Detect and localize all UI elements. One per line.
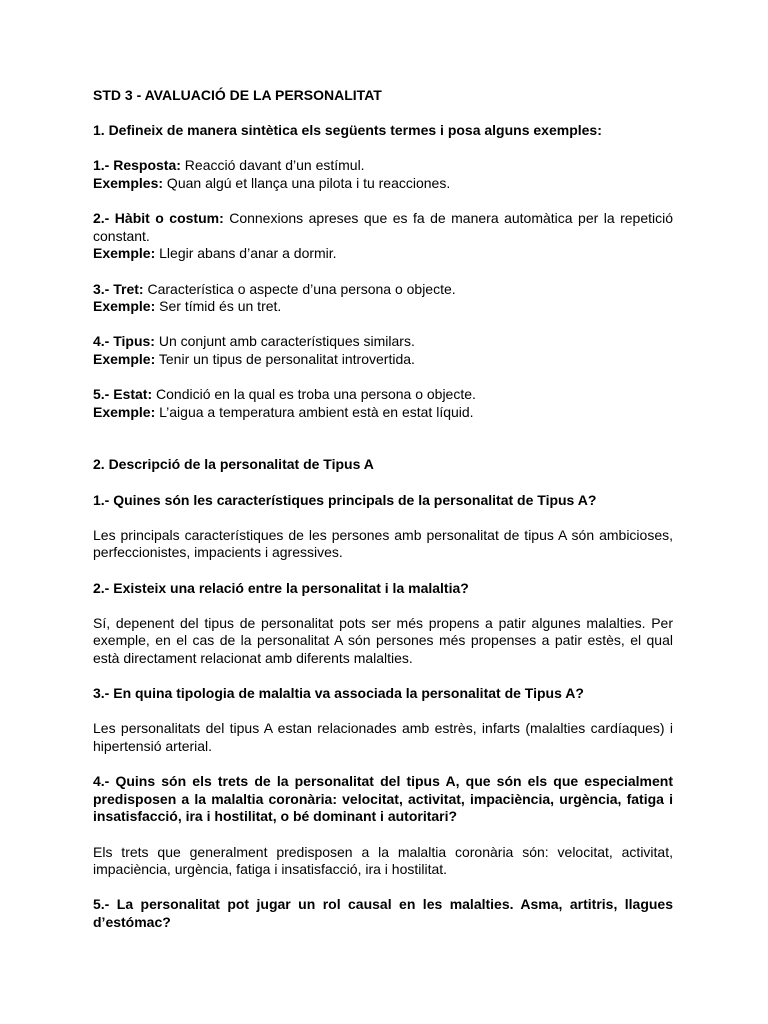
document-title: STD 3 - AVALUACIÓ DE LA PERSONALITAT xyxy=(93,87,382,103)
term-definition: Característica o aspecte d’una persona o objecte. xyxy=(143,280,456,297)
term-definition-line xyxy=(93,210,673,245)
example-label: Exemples: xyxy=(93,174,164,191)
term-label: 3.- Tret: xyxy=(93,280,144,297)
term-example: Llegir abans d’anar a dormir. xyxy=(155,245,337,262)
term-definition-line xyxy=(93,281,673,299)
section-1-heading: 1. Defineix de manera sintètica els següents termes i posa alguns exemples: xyxy=(93,122,602,139)
term-definition: Condició en la qual es troba una persona o objecte. xyxy=(152,386,476,403)
term-definition: Un conjunt amb característiques similars. xyxy=(154,333,415,350)
term-definition: Connexions apreses que es fa de manera automàtica per la repetició constant. xyxy=(93,210,674,244)
term-definition-line xyxy=(93,333,673,351)
term-example-line xyxy=(93,404,673,422)
section-spacer xyxy=(93,439,673,457)
question-1: 1.- Quines són les característiques principals de la personalitat de Tipus A? xyxy=(93,491,597,508)
term-habit-costum xyxy=(93,210,673,263)
answer-1: Les principals característiques de les persones amb personalitat de tipus A són ambicioses, perfeccionistes, impacients i agressives. xyxy=(93,526,673,561)
term-example-line xyxy=(93,245,673,263)
document-page xyxy=(93,87,673,949)
answer-2: Sí, depenent del tipus de personalitat pots ser més propens a patir algunes malalties. Per exemple, en el cas de la personalitat A són persones més propenses a patir estès, el qual està directament relacionat amb diferents malalties. xyxy=(93,614,673,666)
term-example: Tenir un tipus de personalitat introvertida. xyxy=(155,350,415,367)
term-label: 1.- Resposta: xyxy=(93,157,181,174)
answer-4: Els trets que generalment predisposen a la malaltia coronària són: velocitat, activitat, impaciència, urgència, fatiga i insatisfacció, ira i hostilitat. xyxy=(93,843,673,878)
term-tipus xyxy=(93,333,673,368)
term-definition: Reacció davant d’un estímul. xyxy=(180,157,365,174)
example-label: Exemple: xyxy=(93,403,156,420)
example-label: Exemple: xyxy=(93,245,156,262)
question-3: 3.- En quina tipologia de malaltia va associada la personalitat de Tipus A? xyxy=(93,685,584,702)
term-example-line xyxy=(93,175,673,193)
term-label: 5.- Estat: xyxy=(93,386,153,403)
term-definition-line xyxy=(93,386,673,404)
answer-3: Les personalitats del tipus A estan relacionades amb estrès, infarts (malalties cardíaques) i hipertensió arterial. xyxy=(93,720,673,754)
term-example: L’aigua a temperatura ambient està en estat líquid. xyxy=(155,403,474,420)
term-definition-line xyxy=(93,157,673,175)
question-5: 5.- La personalitat pot jugar un rol causal en les malalties. Asma, artitris, llagues d’estómac? xyxy=(93,896,673,930)
term-estat xyxy=(93,386,673,421)
question-4: 4.- Quins són els trets de la personalitat del tipus A, que són els que especialment predisposen a la malaltia coronària: velocitat, activitat, impaciència, urgència, fatiga i insatisfacció, ira i hostilitat, o bé dominant i autoritari? xyxy=(93,773,673,825)
term-resposta xyxy=(93,157,673,192)
term-label: 4.- Tipus: xyxy=(93,333,155,350)
section-2-heading: 2. Descripció de la personalitat de Tipus A xyxy=(93,456,374,473)
example-label: Exemple: xyxy=(93,298,156,315)
term-example-line xyxy=(93,351,673,369)
term-example: Quan algú et llança una pilota i tu reacciones. xyxy=(163,174,451,191)
term-example: Ser tímid és un tret. xyxy=(155,298,282,315)
question-2: 2.- Existeix una relació entre la personalitat i la malaltia? xyxy=(93,579,469,596)
term-example-line xyxy=(93,298,673,316)
term-label: 2.- Hàbit o costum: xyxy=(93,210,224,227)
term-tret xyxy=(93,281,673,316)
example-label: Exemple: xyxy=(93,350,156,367)
